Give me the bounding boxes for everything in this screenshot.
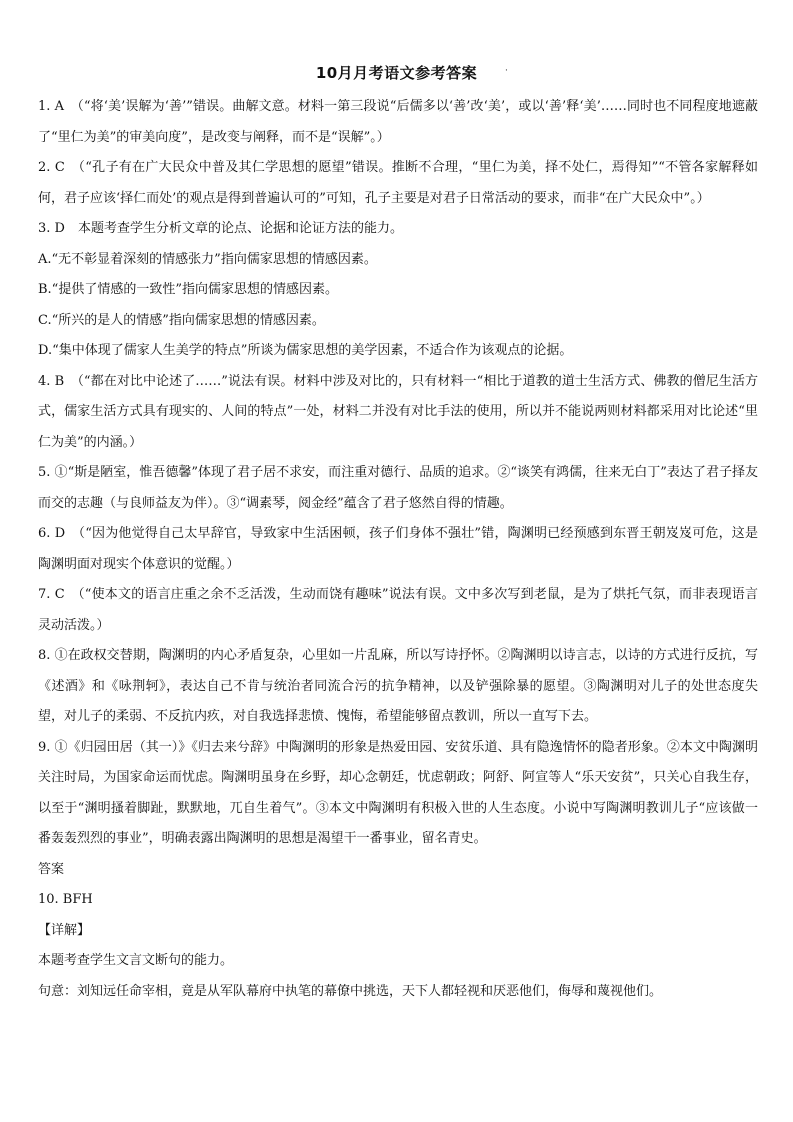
answer-8: 8. ①在政权交替期，陶渊明的内心矛盾复杂，心里如一片乱麻，所以写诗抒怀。②陶渊明以诗言志，以诗的方式进行反抗，写《述酒》和《咏荆轲》，表达自己不肯与统治者同流合污的抗争精神，以及铲强除暴的愿望。③陶渊明对儿子的处世态度失望，对儿子的柔弱、不反抗内疚，对自我选择悲愤、愧悔，希望能够留点教训，所以一直写下去。 bbox=[38, 648, 758, 724]
answer-4: 4. B （“都在对比中论述了……”说法有误。材料中涉及对比的，只有材料一“相比于道教的道士生活方式、佛教的僧尼生活方式，儒家生活方式具有现实的、人间的特点”一处，材料二并没有对比手法的使用，所以并不能说两则材料都采用对比论述“里仁为美”的内涵。） bbox=[38, 373, 758, 450]
answer-heading: 答案 bbox=[38, 861, 65, 877]
answer-2: 2. C （“孔子有在广大民众中普及其仁学思想的愿望”错误。推断不合理，“里仁为美，择不处仁，焉得知”“不管各家解释如何，君子应该‘择仁而处’的观点是得到普遍认可的”可知，孔子主要是对君子日常活动的要求，而非“在广大民众中”。） bbox=[38, 160, 758, 206]
answer-3-option-b: B.“提供了情感的一致性”指向儒家思想的情感因素。 bbox=[38, 282, 338, 297]
answer-3: 3. D 本题考查学生分析文章的论点、论据和论证方法的能力。 bbox=[38, 221, 403, 236]
answer-7: 7. C （“使本文的语言庄重之余不乏活泼，生动而饶有趣味”说法有误。文中多次写到老鼠，是为了烘托气氛，而非表现语言灵动活泼。） bbox=[38, 587, 758, 633]
stray-mark: · bbox=[505, 66, 508, 76]
answer-3-option-c: C.“所兴的是人的情感”指向儒家思想的情感因素。 bbox=[38, 312, 325, 328]
answer-1: 1. A （“将‘美’误解为‘善’”错误。曲解文意。材料一第三段说“后儒多以‘善’改‘美’，或以‘善’释‘美’……同时也不同程度地遮蔽了“里仁为美”的审美向度”，是改变与阐释，而不是“误解”。） bbox=[38, 99, 758, 145]
answer-3-option-a: A.“无不彰显着深刻的情感张力”指向儒家思想的情感因素。 bbox=[38, 251, 377, 267]
answer-3-option-d: D.“集中体现了儒家人生美学的特点”所谈为儒家思想的美学因素，不适合作为该观点的论据。 bbox=[38, 343, 573, 358]
detail-heading: 【详解】 bbox=[38, 922, 91, 938]
answer-5: 5. ①“斯是陋室，惟吾德馨”体现了君子居不求安，而注重对德行、品质的追求。②“谈笑有鸿儒，往来无白丁”表达了君子择友而交的志趣（与良师益友为伴）。③“调素琴，阅金经”蕴含了君子悠然自得的情趣。 bbox=[38, 465, 758, 511]
answer-6: 6. D （“因为他觉得自己太早辞官，导致家中生活困顿，孩子们身体不强壮”错，陶渊明已经预感到东晋王朝岌岌可危，这是陶渊明面对现实个体意识的觉醒。） bbox=[38, 526, 758, 572]
answer-9: 9. ①《归园田居（其一）》《归去来兮辞》中陶渊明的形象是热爱田园、安贫乐道、具有隐逸情怀的隐者形象。②本文中陶渊明关注时局，为国家命运而忧虑。陶渊明虽身在乡野，却心念朝廷，忧虑朝政；阿舒、阿宣等人“乐天安贫”，只关心自我生存，以至于“渊明搔着脚趾，默默地，兀自生着气”。③本文中陶渊明有积极入世的人生态度。小说中写陶渊明教训儿子“应该做一番轰轰烈烈的事业”，明确表露出陶渊明的思想是渴望干一番事业，留名青史。 bbox=[38, 739, 758, 846]
detail-translation: 句意：刘知远任命宰相，竟是从军队幕府中执笔的幕僚中挑选，天下人都轻视和厌恶他们，侮辱和蔑视他们。 bbox=[38, 983, 663, 999]
answer-10: 10. BFH bbox=[38, 892, 93, 907]
detail-intro: 本题考查学生文言文断句的能力。 bbox=[38, 953, 234, 968]
document-title: 10月月考语文参考答案 bbox=[315, 64, 478, 82]
answer-content bbox=[38, 92, 758, 1007]
